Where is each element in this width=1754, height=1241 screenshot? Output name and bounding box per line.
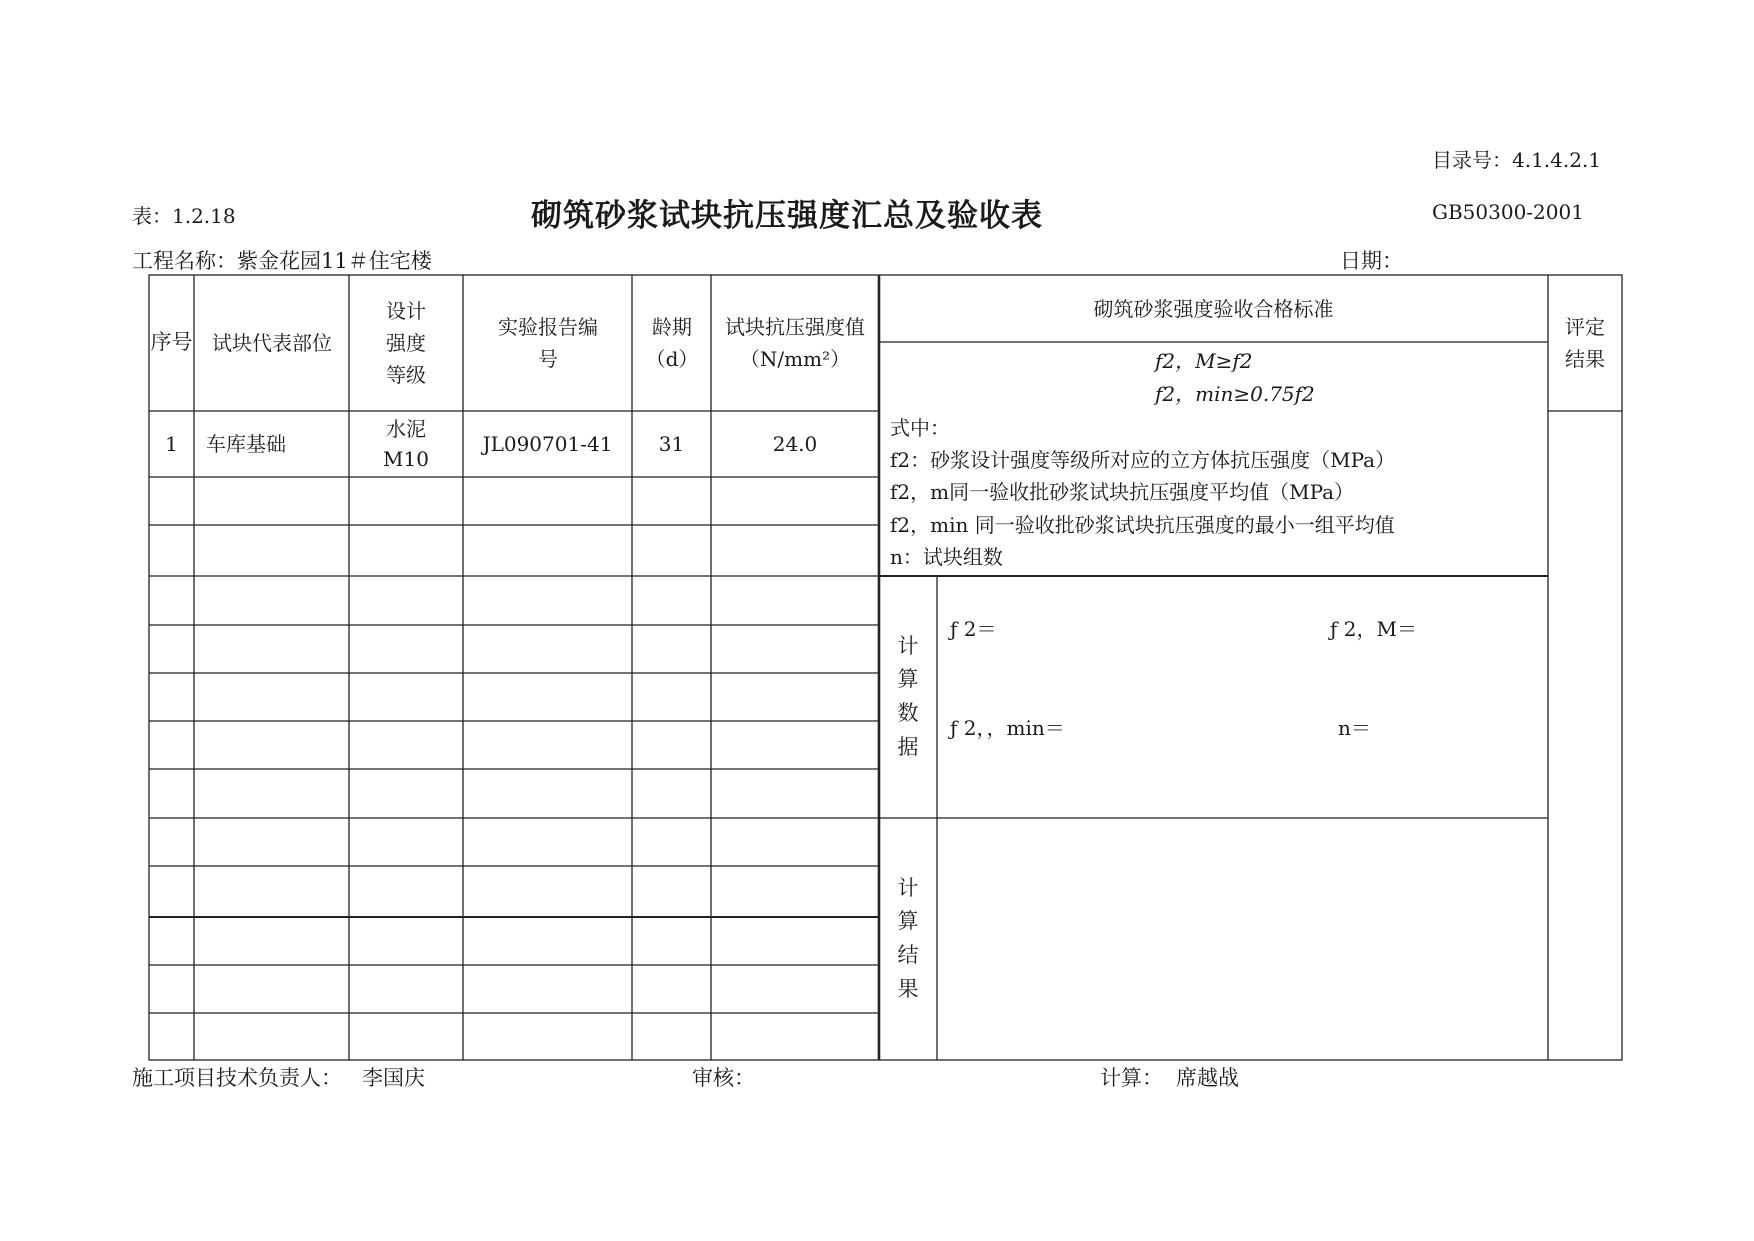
formula-min: f2，min≥0.75f2	[1155, 382, 1315, 406]
calculator-name: 席越战	[1176, 1066, 1239, 1090]
calc-data-label: 计算数据	[897, 633, 919, 759]
note-n: n：试块组数	[890, 545, 1003, 569]
row1-location: 车库基础	[206, 432, 286, 456]
header-report: 实验报告编号	[498, 315, 598, 371]
note-f2min: f2，min 同一验收批砂浆试块抗压强度的最小一组平均值	[890, 513, 1395, 537]
calc-f2: ƒ 2＝	[950, 617, 997, 641]
notes-title: 式中：	[890, 416, 950, 440]
header-grade: 设计强度等级	[386, 299, 426, 387]
header-age: 龄期（d）	[645, 315, 699, 371]
row1-seq: 1	[165, 432, 178, 456]
tech-lead-name: 李国庆	[362, 1066, 425, 1090]
calc-f2min: ƒ 2，，min＝	[950, 716, 1065, 740]
tech-lead-label: 施工项目技术负责人：	[132, 1066, 342, 1090]
project-name: 工程名称：紫金花园11＃住宅楼	[132, 249, 432, 273]
calc-n: n＝	[1338, 716, 1371, 740]
header-seq: 序号	[150, 330, 193, 355]
header-criteria: 砌筑砂浆强度验收合格标准	[1093, 296, 1334, 321]
header-strength: 试块抗压强度值（N/mm²）	[725, 315, 865, 371]
formula-mean: f2，M≥f2	[1155, 349, 1253, 373]
note-f2m: f2，m同一验收批砂浆试块抗压强度平均值（MPa）	[890, 480, 1355, 504]
catalog-number: 目录号：4.1.4.2.1	[1432, 148, 1602, 172]
row1-grade: 水泥 M10	[383, 417, 429, 471]
row1-strength: 24.0	[772, 432, 818, 456]
title-text: 砌筑砂浆试块抗压强度汇总及验收表	[531, 198, 1043, 234]
standard-code: GB50300-2001	[1432, 200, 1584, 224]
calc-f2m: ƒ 2，M＝	[1330, 617, 1417, 641]
header-evaluation: 评定结果	[1565, 315, 1605, 371]
header-location: 试块代表部位	[212, 331, 332, 355]
date-label: 日期：	[1340, 249, 1403, 273]
note-f2: f2：砂浆设计强度等级所对应的立方体抗压强度（MPa）	[890, 448, 1396, 472]
review-label: 审核：	[692, 1066, 755, 1090]
row1-age: 31	[658, 432, 685, 456]
calc-result-label: 计算结果	[897, 875, 919, 1001]
row1-report: JL090701-41	[482, 432, 613, 456]
calc-label: 计算：	[1100, 1066, 1163, 1090]
table-number: 表：1.2.18	[132, 204, 236, 228]
